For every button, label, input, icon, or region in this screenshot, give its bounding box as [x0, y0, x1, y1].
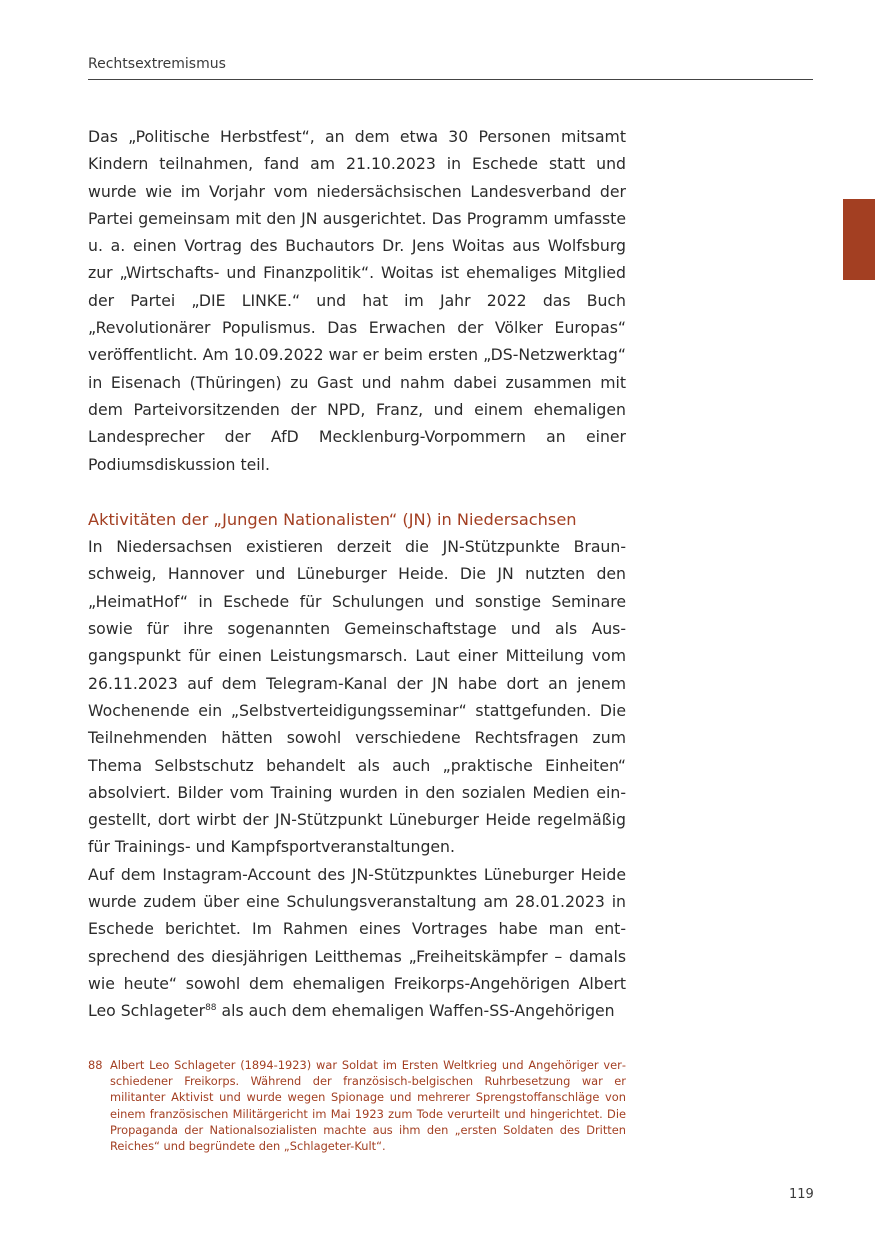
footnote-88 [88, 1057, 626, 1154]
footnote-reference[interactable]: 88 [205, 1002, 217, 1013]
paragraph-herbstfest: Das „Politische Herbstfest“, an dem etwa 30 Personen mitsamt Kindern teilnahmen, fand am 21.10.2023 in Eschede statt und wurde wie im Vorjahr vom niedersächsischen Landesverband der Partei gemeinsam mit den JN ausgerichtet. Das Programm umfasste u. a. einen Vortrag des Buchautors Dr. Jens Woitas aus Wolfsburg zur „Wirtschafts- und Finanzpolitik“. Woitas ist ehemaliges Mitglied der Partei „DIE LINKE.“ und hat im Jahr 2022 das Buch „Revolutionärer Populismus. Das Erwachen der Völker Europas“ veröffentlicht. Am 10.09.2022 war er beim ersten „DS-Netzwerktag“ in Eisenach (Thüringen) zu Gast und nahm dabei zusammen mit dem Parteivorsitzenden der NPD, Franz, und einem ehemaligen Landesprecher der AfD Mecklenburg-Vorpommern an einer Podiumsdiskussion teil. [88, 127, 626, 474]
paragraph-jn-stuetzpunkte: In Niedersachsen existieren derzeit die JN-Stützpunkte Braunschweig, Hannover und Lüneburger Heide. Die JN nutzten den „HeimatHof“ in Eschede für Schulungen und sonstige Seminare sowie für ihre sogenannten Gemeinschaftstage und als Ausgangspunkt für einen Leistungsmarsch. Laut einer Mitteilung vom 26.11.2023 auf dem Telegram-Kanal der JN habe dort an jenem Wochenende ein „Selbstverteidigungsseminar“ stattgefunden. Die Teilnehmenden hätten sowohl verschiedene Rechtsfragen zum Thema Selbstschutz behandelt als auch „praktische Einheiten“ absolviert. Bilder vom Training wurden in den sozialen Medien eingestellt, dort wirbt der JN-Stützpunkt Lüneburger Heide regelmäßig für Trainings- und Kampfsportveranstaltungen. [88, 537, 626, 857]
paragraph-instagram-text-b: als auch dem ehemaligen Waffen-SS-Angehörigen [216, 1001, 615, 1021]
footnote-number: 88 [88, 1058, 103, 1072]
paragraph-instagram-text-a: Auf dem Instagram-Account des JN-Stützpunktes Lüneburger Heide wurde zudem über eine Schulungsveranstaltung am 28.01.2023 in Eschede berichtet. Im Rahmen eines Vortrages habe man entsprechend des diesjährigen Leitthemas „Freiheitskämpfer – damals wie heute“ sowohl dem ehemaligen Freikorps-Angehörigen Albert Leo Schlageter [88, 864, 626, 1021]
main-text-column [88, 123, 626, 1025]
footnote-text: Albert Leo Schlageter (1894-1923) war Soldat im Ersten Weltkrieg und Angehöriger verschiedener Freikorps. Während der französisch-belgischen Ruhrbesetzung war er militanter Aktivist und wurde wegen Spionage und mehrerer Sprengstoffanschläge von einem französischen Militärgericht im Mai 1923 zum Tode verurteilt und hingerichtet. Die Propaganda der Nationalsozialisten machte aus ihm den „ersten Soldaten des Dritten Reiches“ und begründete den „Schlageter-Kult“. [110, 1058, 626, 1154]
section-heading: Aktivitäten der „Jungen Nationalisten“ (JN) in Niedersachsen [88, 509, 577, 529]
paragraph-instagram [88, 861, 626, 1025]
chapter-tab-marker [843, 199, 875, 280]
header-rule [88, 79, 813, 80]
page-number: 119 [789, 1187, 814, 1202]
running-title: Rechtsextremismus [88, 56, 226, 72]
